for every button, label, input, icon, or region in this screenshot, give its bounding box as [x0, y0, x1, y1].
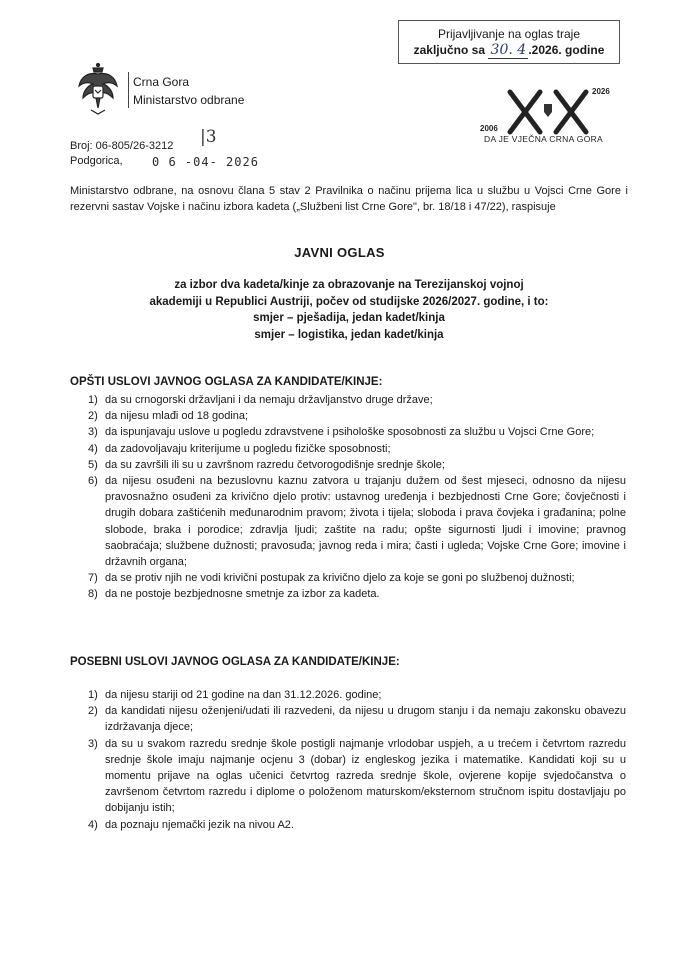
logo-year-right: 2026 [592, 87, 610, 96]
subtitle-line-1: za izbor dva kadeta/kinje za obrazovanje na Terezijanskoj vojnoj [174, 279, 524, 291]
list-item: 6) da nijesu osuđeni na bezuslovnu kaznu zatvora u trajanju dužem od šest mjeseci, odnosno da nijesu pravosnažno osuđeni za krivično djelo protiv: ustavnog uređenja i bezbjednosti Crne Gore; čovječnosti i drugih dobara zaštićenih međunarodnim pravom; života i tijela; sloboda i prava čovjeka i građanina; polne slobode, braka i porodice; zdravlja ljudi; zaštite na radu; opšte sigurnosti ljudi i imovine; pravnog saobraćaja; službene dužnosti; pravosuđa; javnog reda i mira; časti i ugleda; Vojske Crne Gore; imovine i državnih organa; [88, 475, 626, 569]
ministry-name: Ministarstvo odbrane [133, 93, 245, 107]
reference-number: Broj: 06-805/26-3212 [70, 140, 174, 152]
deadline-line-2 [399, 42, 619, 59]
list-item: 8) da ne postoje bezbjednosne smetnje za izbor za kadeta. [88, 588, 380, 601]
intro-paragraph: Ministarstvo odbrane, na osnovu člana 5 stav 2 Pravilnika o načinu prijema lica u službu u Vojsci Crne Gore i rezervni sastav Vojske i načinu izbora kadeta („Službeni list Crne Gore", br. 18/18 i 47/22), raspisuje [70, 185, 628, 213]
general-conditions-heading: OPŠTI USLOVI JAVNOG OGLASA ZA KANDIDATE/KINJE: [70, 376, 383, 388]
logo-year-left: 2006 [480, 124, 498, 133]
subtitle-line-4: smjer – logistika, jedan kadet/kinja [254, 328, 444, 341]
deadline-notice-box [398, 20, 620, 64]
document-title: JAVNI OGLAS [294, 245, 385, 260]
logo-caption: DA JE VJEČNA CRNA GORA [484, 134, 604, 144]
list-item: 3) da ispunjavaju uslove u pogledu zdravstvene i psihološke sposobnosti za službu u Vojsci Crne Gore; [88, 426, 595, 439]
subtitle-line-3: smjer – pješadija, jedan kadet/kinja [253, 312, 445, 324]
list-item: 4) da zadovoljavaju kriterijume u pogledu fizičke sposobnosti; [88, 442, 391, 455]
deadline-suffix: .2026. godine [528, 43, 605, 57]
deadline-line-1: Prijavljivanje na oglas traje [437, 27, 581, 41]
list-item: 1) da nijesu stariji od 21 godine na dan 31.12.2026. godine; [88, 689, 382, 701]
list-item: 7) da se protiv njih ne vodi krivični postupak za krivično djelo za koje se goni po službenoj dužnosti; [88, 572, 575, 585]
place-label: Podgorica, [70, 155, 123, 167]
subtitle-line-2: akademiji u Republici Austriji, počev od studijske 2026/2027. godine, i to: [149, 295, 549, 308]
special-conditions-list [88, 687, 626, 833]
special-conditions-heading: POSEBNI USLOVI JAVNOG OGLASA ZA KANDIDATE/KINJE: [70, 656, 400, 668]
list-item: 2) da nijesu mlađi od 18 godina; [88, 410, 249, 423]
deadline-prefix: zaključno sa [413, 43, 485, 57]
document-subtitle [70, 277, 628, 343]
list-item: 3) da su u svakom razredu srednje škole postigli najmanje vrlodobar uspjeh, a u trećem i četvrtom razredu srednje škole imaju najmanje ocjenu 3 (dobar) iz engleskog jezika i matematike. Kandidati koji su u momentu prijave na oglas učenici četvrtog razreda srednje škole, ovjerene kopije svjedočanstva o završenom četvrtom razredu i diplome o položenom maturskom/eksternom stručnom ispitu dostavljaju po dobijanju istih; [88, 737, 626, 815]
country-name: Crna Gora [133, 75, 190, 89]
list-item: 2) da kandidati nijesu oženjeni/udati ili razvedeni, da nijesu u drugom stanju i da nemaju zakonsku obavezu izdržavanja djece; [88, 705, 626, 734]
date-stamp: 0 6 -04- 2026 [152, 155, 259, 169]
deadline-handwritten-date: 30. 4 [488, 42, 528, 59]
reference-handwritten-suffix: |3 [200, 127, 217, 147]
list-item: 5) da su završili ili su u završnom razredu četvorogodišnje srednje škole; [88, 458, 445, 471]
header-divider [128, 72, 129, 108]
general-conditions-list [88, 392, 626, 603]
list-item: 4) da poznaju njemački jezik na nivou A2. [88, 818, 294, 831]
list-item: 1) da su crnogorski državljani i da nemaju državljanstvo druge države; [88, 394, 433, 406]
coat-of-arms-icon [75, 62, 121, 116]
